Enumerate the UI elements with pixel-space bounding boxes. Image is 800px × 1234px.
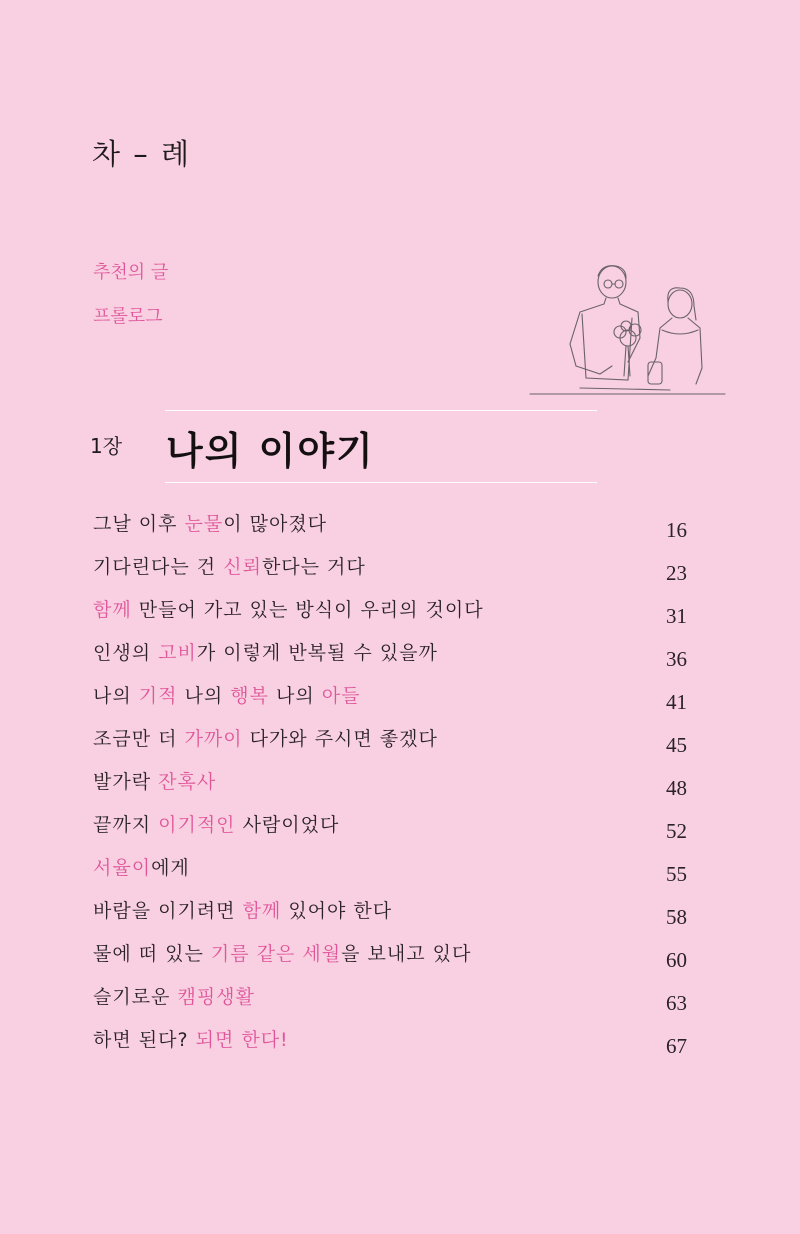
toc-page-number: 60: [666, 948, 687, 972]
toc-highlight-text: 되면 한다!: [195, 1029, 289, 1051]
toc-entry-title: [93, 682, 361, 710]
toc-entry-title: [93, 1026, 289, 1054]
toc-text-segment: 기다린다는 건: [93, 556, 224, 578]
front-matter-prologue[interactable]: 프롤로그: [93, 306, 163, 327]
toc-entry-title: [93, 940, 471, 968]
toc-entry-title: [93, 983, 255, 1011]
toc-page-number: 55: [666, 862, 687, 886]
chapter-number: 1장: [90, 434, 123, 458]
toc-highlight-text: 고비: [158, 642, 197, 664]
toc-entry[interactable]: [93, 594, 693, 637]
toc-entry-title: [93, 725, 438, 753]
toc-text-segment: 물에 떠 있는: [93, 943, 211, 965]
toc-list: [93, 508, 693, 1067]
toc-page-number: 41: [666, 690, 687, 714]
toc-text-segment: 한다는 거다: [261, 556, 366, 578]
toc-highlight-text: 아들: [321, 685, 361, 707]
toc-entry[interactable]: [93, 852, 693, 895]
toc-page-number: 48: [666, 776, 687, 800]
toc-text-segment: 을 보내고 있다: [341, 943, 472, 965]
toc-page-number: 36: [666, 647, 687, 671]
toc-entry[interactable]: [93, 1024, 693, 1067]
toc-page-number: 58: [666, 905, 687, 929]
chapter-top-rule: [165, 410, 597, 411]
toc-highlight-text: 행복: [230, 685, 269, 707]
toc-highlight-text: 신뢰: [223, 556, 262, 578]
toc-entry-title: [93, 811, 339, 839]
toc-entry[interactable]: [93, 637, 693, 680]
toc-page-number: 63: [666, 991, 687, 1015]
toc-highlight-text: 기름 같은 세월: [210, 943, 342, 965]
chapter-title: 나의 이야기: [166, 428, 375, 473]
toc-text-segment: 인생의: [93, 642, 159, 664]
toc-entry-title: [93, 897, 392, 925]
toc-highlight-text: 이기적인: [158, 814, 236, 836]
toc-entry[interactable]: [93, 723, 693, 766]
toc-text-segment: 발가락: [93, 771, 159, 793]
toc-text-segment: 만들어 가고 있는 방식이 우리의 것이다: [131, 599, 484, 621]
toc-text-segment: 슬기로운: [93, 986, 178, 1008]
front-matter-list: [93, 258, 168, 346]
toc-text-segment: 나의: [268, 685, 322, 707]
toc-entry-title: [93, 596, 484, 624]
toc-page-number: 52: [666, 819, 687, 843]
toc-entry-title: [93, 553, 366, 581]
toc-page-number: 45: [666, 733, 687, 757]
toc-text-segment: 나의: [93, 685, 139, 707]
front-matter-recommendation[interactable]: 추천의 글: [93, 262, 169, 283]
toc-page-number: 16: [666, 518, 687, 542]
toc-highlight-text: 함께: [93, 599, 132, 621]
toc-highlight-text: 캠핑생활: [177, 986, 255, 1008]
page-title: 차 – 례: [92, 137, 191, 171]
toc-text-segment: 바람을 이기려면: [93, 900, 243, 922]
toc-text-segment: 다가와 주시면 좋겠다: [242, 728, 438, 750]
toc-entry[interactable]: [93, 938, 693, 981]
toc-page-number: 31: [666, 604, 687, 628]
toc-highlight-text: 잔혹사: [158, 771, 217, 793]
toc-page-number: 23: [666, 561, 687, 585]
toc-text-segment: 사람이었다: [235, 814, 340, 836]
couple-illustration: [520, 258, 730, 403]
toc-highlight-text: 기적: [138, 685, 178, 707]
toc-text-segment: 나의: [177, 685, 231, 707]
toc-text-segment: 하면 된다?: [93, 1029, 196, 1051]
toc-text-segment: 그날 이후: [93, 513, 185, 535]
toc-entry[interactable]: [93, 551, 693, 594]
toc-entry[interactable]: [93, 895, 693, 938]
toc-entry[interactable]: [93, 981, 693, 1024]
toc-text-segment: 가 이렇게 반복될 수 있을까: [196, 642, 438, 664]
chapter-bottom-rule: [165, 482, 597, 483]
toc-highlight-text: 함께: [242, 900, 282, 922]
toc-entry[interactable]: [93, 680, 693, 723]
toc-highlight-text: 가까이: [184, 728, 243, 750]
toc-entry[interactable]: [93, 508, 693, 551]
toc-text-segment: 이 많아졌다: [223, 513, 328, 535]
toc-entry[interactable]: [93, 766, 693, 809]
toc-highlight-text: 서율이: [93, 857, 152, 879]
toc-entry[interactable]: [93, 809, 693, 852]
toc-text-segment: 조금만 더: [93, 728, 185, 750]
toc-highlight-text: 눈물: [184, 513, 224, 535]
toc-text-segment: 있어야 한다: [281, 900, 393, 922]
toc-text-segment: 에게: [151, 857, 190, 879]
toc-entry-title: [93, 768, 216, 796]
toc-entry-title: [93, 854, 190, 882]
toc-entry-title: [93, 510, 327, 538]
toc-entry-title: [93, 639, 438, 667]
toc-page-number: 67: [666, 1034, 687, 1058]
toc-text-segment: 끝까지: [93, 814, 159, 836]
